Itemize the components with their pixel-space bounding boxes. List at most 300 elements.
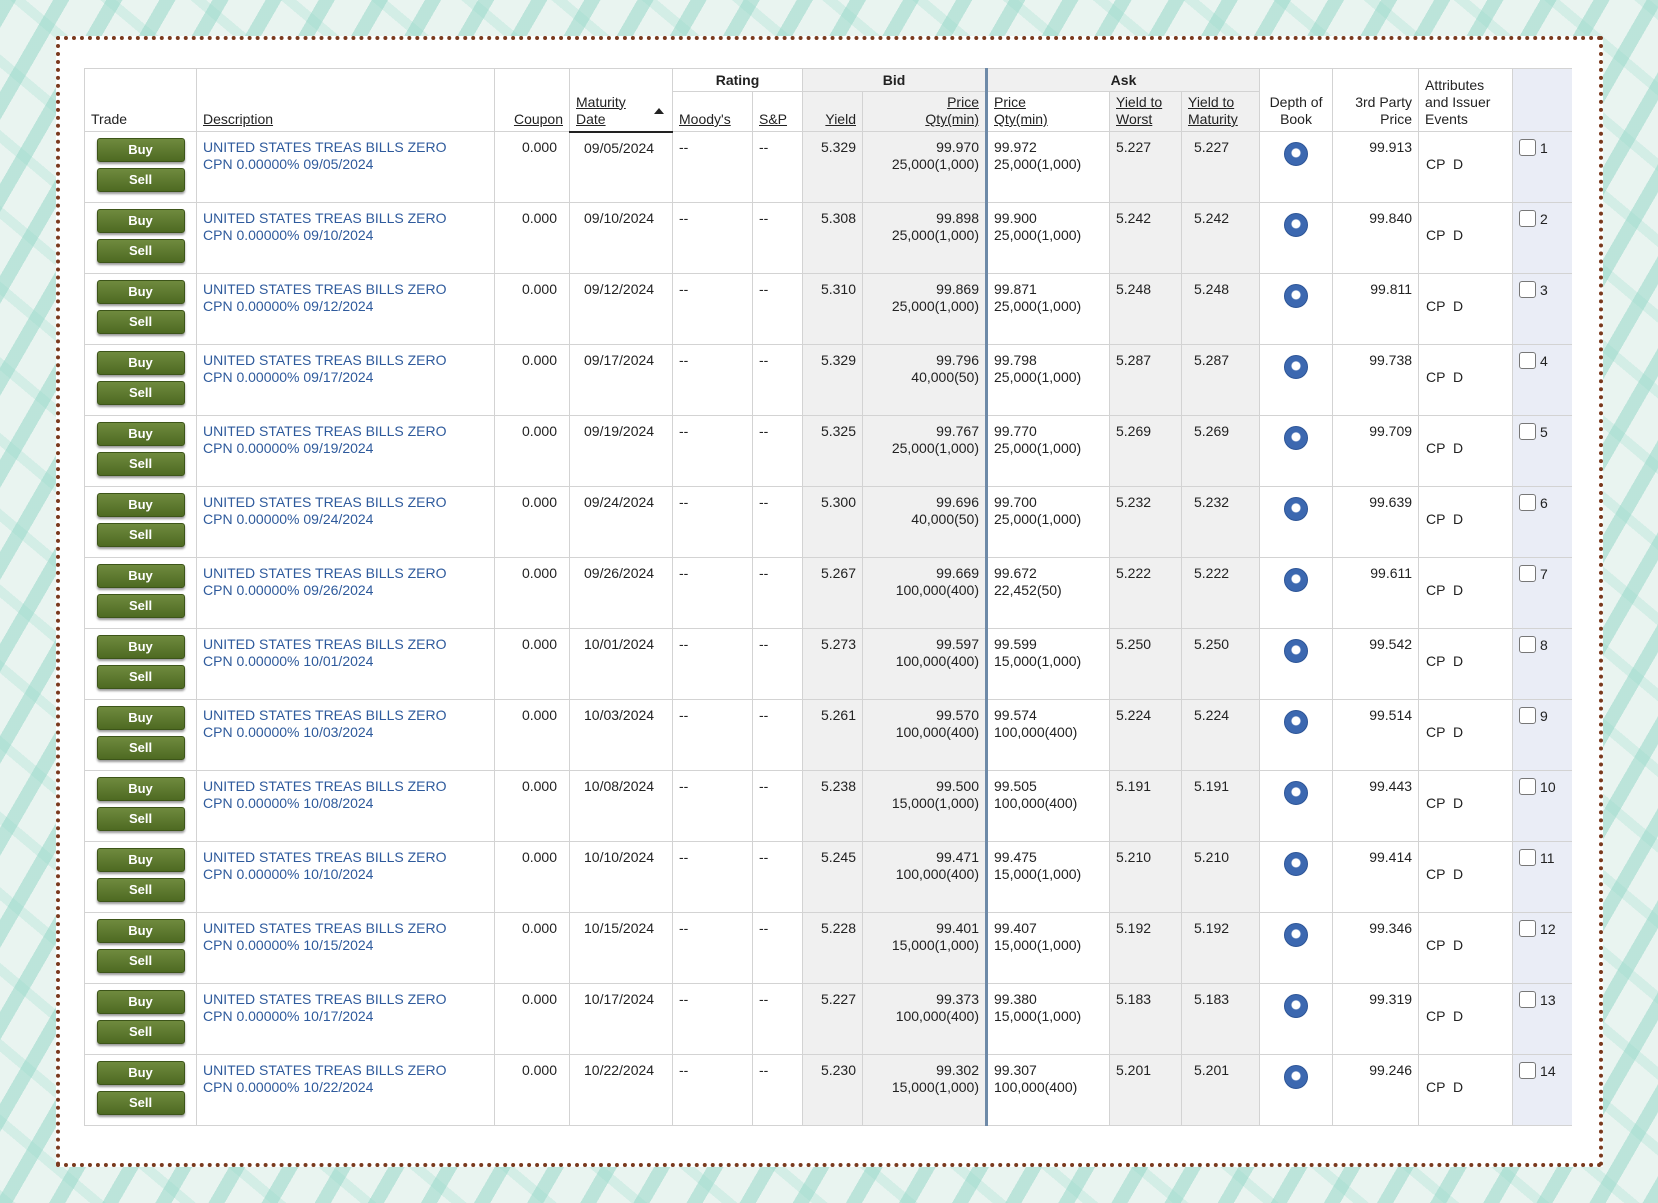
moodys-rating-cell: -- [673, 700, 753, 771]
depth-of-book-icon[interactable] [1284, 781, 1308, 805]
bond-results-table [84, 68, 1572, 1142]
sell-button[interactable]: Sell [97, 239, 185, 263]
trade-cell [85, 132, 197, 203]
ask-price-cell [987, 1055, 1110, 1126]
header-ask-price-label[interactable]: Price Qty(min) [994, 94, 1048, 127]
ask-price-cell [987, 274, 1110, 345]
description-line-2[interactable]: CPN 0.00000% 09/05/2024 [203, 156, 374, 172]
attributes-value: CP D [1426, 227, 1464, 243]
sell-button[interactable]: Sell [97, 807, 185, 831]
bond-description-link[interactable] [203, 139, 488, 173]
header-moodys-label[interactable]: Moody's [679, 111, 731, 127]
coupon-cell: 0.000 [495, 1055, 570, 1126]
yield-to-maturity-cell: 5.232 [1182, 487, 1260, 558]
bid-qty-value: 15,000(1,000) [891, 937, 979, 953]
row-select-checkbox[interactable] [1519, 210, 1536, 227]
moodys-rating-cell: -- [673, 274, 753, 345]
row-select-checkbox[interactable] [1519, 1062, 1536, 1079]
bond-description-link[interactable] [203, 1062, 488, 1096]
row-select-checkbox[interactable] [1519, 494, 1536, 511]
sell-button[interactable]: Sell [97, 949, 185, 973]
yield-to-maturity-cell: 5.201 [1182, 1055, 1260, 1126]
header-bid-yield[interactable] [803, 92, 863, 132]
attributes-value: CP D [1426, 653, 1464, 669]
trade-cell [85, 558, 197, 629]
row-number: 14 [1540, 1063, 1556, 1079]
attributes-value: CP D [1426, 369, 1464, 385]
bid-price-value: 99.570 [936, 707, 979, 723]
ask-price-cell [987, 345, 1110, 416]
attributes-value: CP D [1426, 440, 1464, 456]
header-depth-of-book: Depth of Book [1260, 69, 1333, 132]
description-line-1[interactable]: UNITED STATES TREAS BILLS ZERO [203, 778, 447, 794]
description-line-1[interactable]: UNITED STATES TREAS BILLS ZERO [203, 281, 447, 297]
yield-to-maturity-cell: 5.183 [1182, 984, 1260, 1055]
coupon-cell: 0.000 [495, 487, 570, 558]
select-cell [1513, 842, 1572, 913]
maturity-date-cell: 09/10/2024 [570, 203, 673, 274]
depth-of-book-cell [1260, 487, 1333, 558]
select-cell [1513, 558, 1572, 629]
trade-cell [85, 629, 197, 700]
buy-button[interactable]: Buy [97, 422, 185, 446]
bid-price-value: 99.869 [936, 281, 979, 297]
bid-price-cell [863, 629, 987, 700]
bid-price-cell [863, 984, 987, 1055]
header-bid-price[interactable] [863, 92, 987, 132]
bid-yield-cell: 5.227 [803, 984, 863, 1055]
bid-yield-cell: 5.300 [803, 487, 863, 558]
yield-to-maturity-cell: 5.224 [1182, 700, 1260, 771]
header-attributes: Attributes and Issuer Events [1419, 69, 1513, 132]
description-line-2[interactable]: CPN 0.00000% 10/22/2024 [203, 1079, 374, 1095]
bid-qty-value: 100,000(400) [895, 582, 979, 598]
yield-to-worst-cell: 5.222 [1110, 558, 1182, 629]
depth-of-book-icon[interactable] [1284, 497, 1308, 521]
buy-button[interactable]: Buy [97, 280, 185, 304]
table-row [85, 132, 1573, 203]
yield-to-worst-cell: 5.192 [1110, 913, 1182, 984]
ask-qty-value: 25,000(1,000) [994, 440, 1082, 456]
maturity-date-cell: 09/26/2024 [570, 558, 673, 629]
ask-price-cell [987, 700, 1110, 771]
attributes-value: CP D [1426, 1008, 1464, 1024]
header-maturity-label[interactable]: Maturity Date [576, 93, 626, 127]
coupon-cell: 0.000 [495, 132, 570, 203]
third-party-price-cell: 99.738 [1333, 345, 1419, 416]
ask-price-value: 99.900 [994, 210, 1037, 226]
yield-to-maturity-cell: 5.210 [1182, 842, 1260, 913]
trade-cell [85, 1055, 197, 1126]
row-select-checkbox[interactable] [1519, 849, 1536, 866]
maturity-date-cell: 09/12/2024 [570, 274, 673, 345]
depth-of-book-cell [1260, 700, 1333, 771]
buy-button[interactable]: Buy [97, 990, 185, 1014]
third-party-price-cell: 99.514 [1333, 700, 1419, 771]
attributes-cell [1419, 984, 1513, 1055]
description-line-2[interactable]: CPN 0.00000% 10/17/2024 [203, 1008, 374, 1024]
row-number: 1 [1540, 140, 1548, 156]
trade-cell [85, 700, 197, 771]
description-line-1[interactable]: UNITED STATES TREAS BILLS ZERO [203, 920, 447, 936]
row-select-checkbox[interactable] [1519, 920, 1536, 937]
ask-qty-value: 22,452(50) [994, 582, 1062, 598]
coupon-cell: 0.000 [495, 771, 570, 842]
table-row [85, 345, 1573, 416]
description-line-1[interactable]: UNITED STATES TREAS BILLS ZERO [203, 494, 447, 510]
header-bid-yield-label[interactable]: Yield [825, 111, 856, 127]
buy-button[interactable]: Buy [97, 351, 185, 375]
coupon-cell: 0.000 [495, 700, 570, 771]
yield-to-maturity-cell: 5.250 [1182, 629, 1260, 700]
depth-of-book-cell [1260, 558, 1333, 629]
header-description-label[interactable]: Description [203, 111, 274, 127]
description-line-1[interactable]: UNITED STATES TREAS BILLS ZERO [203, 1062, 447, 1078]
bond-description-link[interactable] [203, 778, 488, 812]
moodys-rating-cell: -- [673, 913, 753, 984]
bond-description-link[interactable] [203, 991, 488, 1025]
depth-of-book-icon[interactable] [1284, 142, 1308, 166]
bid-yield-cell: 5.238 [803, 771, 863, 842]
sell-button[interactable]: Sell [97, 736, 185, 760]
description-line-2[interactable]: CPN 0.00000% 10/01/2024 [203, 653, 374, 669]
row-select-checkbox[interactable] [1519, 352, 1536, 369]
buy-button[interactable]: Buy [97, 138, 185, 162]
bond-description-link[interactable] [203, 423, 488, 457]
buy-button[interactable]: Buy [97, 1061, 185, 1085]
ask-price-value: 99.307 [994, 1062, 1037, 1078]
buy-button[interactable]: Buy [97, 493, 185, 517]
third-party-price-cell: 99.542 [1333, 629, 1419, 700]
attributes-cell [1419, 1055, 1513, 1126]
depth-of-book-icon[interactable] [1284, 852, 1308, 876]
bond-description-link[interactable] [203, 849, 488, 883]
header-moodys[interactable] [673, 92, 753, 132]
description-line-1[interactable]: UNITED STATES TREAS BILLS ZERO [203, 210, 447, 226]
maturity-date-cell: 09/17/2024 [570, 345, 673, 416]
description-line-1[interactable]: UNITED STATES TREAS BILLS ZERO [203, 636, 447, 652]
bid-yield-cell: 5.228 [803, 913, 863, 984]
sell-button[interactable]: Sell [97, 310, 185, 334]
description-line-2[interactable]: CPN 0.00000% 09/19/2024 [203, 440, 374, 456]
bid-price-cell [863, 416, 987, 487]
description-cell [197, 416, 495, 487]
description-line-2[interactable]: CPN 0.00000% 09/12/2024 [203, 298, 374, 314]
row-select-checkbox[interactable] [1519, 139, 1536, 156]
sp-rating-cell: -- [753, 913, 803, 984]
sp-rating-cell: -- [753, 984, 803, 1055]
bid-qty-value: 25,000(1,000) [891, 298, 979, 314]
description-line-1[interactable]: UNITED STATES TREAS BILLS ZERO [203, 849, 447, 865]
sell-button[interactable]: Sell [97, 1091, 185, 1115]
buy-button[interactable]: Buy [97, 209, 185, 233]
bid-yield-cell: 5.308 [803, 203, 863, 274]
bid-price-value: 99.767 [936, 423, 979, 439]
bid-price-value: 99.302 [936, 1062, 979, 1078]
maturity-date-cell: 09/19/2024 [570, 416, 673, 487]
sell-button[interactable]: Sell [97, 168, 185, 192]
description-cell [197, 487, 495, 558]
trade-cell [85, 913, 197, 984]
bid-price-cell [863, 700, 987, 771]
buy-button[interactable]: Buy [97, 919, 185, 943]
third-party-price-cell: 99.443 [1333, 771, 1419, 842]
bid-price-value: 99.373 [936, 991, 979, 1007]
buy-button[interactable]: Buy [97, 777, 185, 801]
bid-price-cell [863, 487, 987, 558]
ask-qty-value: 100,000(400) [994, 795, 1078, 811]
description-line-2[interactable]: CPN 0.00000% 10/10/2024 [203, 866, 374, 882]
coupon-cell: 0.000 [495, 416, 570, 487]
attributes-cell [1419, 842, 1513, 913]
buy-button[interactable]: Buy [97, 706, 185, 730]
row-select-checkbox[interactable] [1519, 707, 1536, 724]
moodys-rating-cell: -- [673, 416, 753, 487]
description-line-2[interactable]: CPN 0.00000% 10/15/2024 [203, 937, 374, 953]
attributes-cell [1419, 416, 1513, 487]
ask-price-value: 99.407 [994, 920, 1037, 936]
depth-of-book-icon[interactable] [1284, 710, 1308, 734]
buy-button[interactable]: Buy [97, 635, 185, 659]
maturity-date-cell: 10/03/2024 [570, 700, 673, 771]
row-select-checkbox[interactable] [1519, 281, 1536, 298]
table-row [85, 558, 1573, 629]
select-cell [1513, 700, 1572, 771]
yield-to-maturity-cell: 5.222 [1182, 558, 1260, 629]
sp-rating-cell: -- [753, 132, 803, 203]
sell-button[interactable]: Sell [97, 523, 185, 547]
ask-price-value: 99.798 [994, 352, 1037, 368]
results-body [85, 132, 1573, 1126]
row-select-checkbox[interactable] [1519, 991, 1536, 1008]
attributes-value: CP D [1426, 866, 1464, 882]
bid-qty-value: 40,000(50) [911, 511, 979, 527]
description-line-1[interactable]: UNITED STATES TREAS BILLS ZERO [203, 139, 447, 155]
bid-yield-cell: 5.267 [803, 558, 863, 629]
third-party-price-cell: 99.611 [1333, 558, 1419, 629]
bond-description-link[interactable] [203, 352, 488, 386]
yield-to-worst-cell: 5.183 [1110, 984, 1182, 1055]
bid-qty-value: 25,000(1,000) [891, 156, 979, 172]
attributes-cell [1419, 771, 1513, 842]
description-line-1[interactable]: UNITED STATES TREAS BILLS ZERO [203, 707, 447, 723]
header-maturity-date[interactable] [570, 69, 673, 132]
description-line-2[interactable]: CPN 0.00000% 09/26/2024 [203, 582, 374, 598]
moodys-rating-cell: -- [673, 558, 753, 629]
bid-price-value: 99.696 [936, 494, 979, 510]
table-row [85, 203, 1573, 274]
depth-of-book-icon[interactable] [1284, 1065, 1308, 1089]
ask-price-cell [987, 913, 1110, 984]
trade-cell [85, 487, 197, 558]
depth-of-book-cell [1260, 771, 1333, 842]
yield-to-maturity-cell: 5.248 [1182, 274, 1260, 345]
sell-button[interactable]: Sell [97, 594, 185, 618]
description-line-1[interactable]: UNITED STATES TREAS BILLS ZERO [203, 565, 447, 581]
attributes-cell [1419, 132, 1513, 203]
buy-button[interactable]: Buy [97, 848, 185, 872]
coupon-cell: 0.000 [495, 913, 570, 984]
third-party-price-cell: 99.346 [1333, 913, 1419, 984]
row-select-checkbox[interactable] [1519, 636, 1536, 653]
depth-of-book-icon[interactable] [1284, 994, 1308, 1018]
yield-to-worst-cell: 5.227 [1110, 132, 1182, 203]
table-row [85, 984, 1573, 1055]
header-description[interactable] [197, 69, 495, 132]
depth-of-book-icon[interactable] [1284, 568, 1308, 592]
description-line-2[interactable]: CPN 0.00000% 09/24/2024 [203, 511, 374, 527]
header-trade: Trade [85, 69, 197, 132]
row-select-checkbox[interactable] [1519, 565, 1536, 582]
description-line-1[interactable]: UNITED STATES TREAS BILLS ZERO [203, 991, 447, 1007]
third-party-price-cell: 99.639 [1333, 487, 1419, 558]
row-number: 6 [1540, 495, 1548, 511]
ask-qty-value: 15,000(1,000) [994, 866, 1082, 882]
select-cell [1513, 203, 1572, 274]
ask-qty-value: 25,000(1,000) [994, 298, 1082, 314]
depth-of-book-icon[interactable] [1284, 284, 1308, 308]
description-line-2[interactable]: CPN 0.00000% 10/08/2024 [203, 795, 374, 811]
ask-price-value: 99.380 [994, 991, 1037, 1007]
yield-to-worst-cell: 5.250 [1110, 629, 1182, 700]
bond-description-link[interactable] [203, 636, 488, 670]
select-cell [1513, 629, 1572, 700]
ask-price-cell [987, 558, 1110, 629]
header-sp[interactable] [753, 92, 803, 132]
description-line-2[interactable]: CPN 0.00000% 10/03/2024 [203, 724, 374, 740]
ask-qty-value: 15,000(1,000) [994, 653, 1082, 669]
moodys-rating-cell: -- [673, 1055, 753, 1126]
bid-price-value: 99.970 [936, 139, 979, 155]
sp-rating-cell: -- [753, 416, 803, 487]
description-cell [197, 771, 495, 842]
third-party-price-cell: 99.840 [1333, 203, 1419, 274]
table-row [85, 274, 1573, 345]
coupon-cell: 0.000 [495, 345, 570, 416]
moodys-rating-cell: -- [673, 345, 753, 416]
bid-price-value: 99.796 [936, 352, 979, 368]
depth-of-book-icon[interactable] [1284, 639, 1308, 663]
depth-of-book-icon[interactable] [1284, 923, 1308, 947]
yield-to-worst-cell: 5.242 [1110, 203, 1182, 274]
sell-button[interactable]: Sell [97, 665, 185, 689]
header-coupon[interactable] [495, 69, 570, 132]
attributes-value: CP D [1426, 511, 1464, 527]
yield-to-maturity-cell: 5.242 [1182, 203, 1260, 274]
sell-button[interactable]: Sell [97, 878, 185, 902]
bond-description-link[interactable] [203, 920, 488, 954]
attributes-value: CP D [1426, 795, 1464, 811]
maturity-date-cell: 09/05/2024 [570, 132, 673, 203]
header-group-ask: Ask [987, 69, 1260, 92]
sp-rating-cell: -- [753, 700, 803, 771]
row-select-checkbox[interactable] [1519, 423, 1536, 440]
yield-to-maturity-cell: 5.269 [1182, 416, 1260, 487]
sp-rating-cell: -- [753, 558, 803, 629]
header-ytm-label[interactable]: Yield to Maturity [1188, 94, 1238, 127]
header-yield-to-maturity[interactable] [1182, 92, 1260, 132]
description-cell [197, 132, 495, 203]
yield-to-maturity-cell: 5.227 [1182, 132, 1260, 203]
third-party-price-cell: 99.246 [1333, 1055, 1419, 1126]
third-party-price-cell: 99.319 [1333, 984, 1419, 1055]
coupon-cell: 0.000 [495, 842, 570, 913]
description-line-1[interactable]: UNITED STATES TREAS BILLS ZERO [203, 352, 447, 368]
table-row [85, 771, 1573, 842]
coupon-cell: 0.000 [495, 203, 570, 274]
header-coupon-label[interactable]: Coupon [513, 111, 563, 127]
bid-qty-value: 25,000(1,000) [891, 227, 979, 243]
bond-description-link[interactable] [203, 565, 488, 599]
description-line-2[interactable]: CPN 0.00000% 09/10/2024 [203, 227, 374, 243]
sell-button[interactable]: Sell [97, 1020, 185, 1044]
buy-button[interactable]: Buy [97, 564, 185, 588]
ask-price-cell [987, 487, 1110, 558]
sell-button[interactable]: Sell [97, 452, 185, 476]
ask-price-cell [987, 771, 1110, 842]
header-ytw-label[interactable]: Yield to Worst [1116, 94, 1163, 127]
header-bid-price-label[interactable]: Price Qty(min) [925, 94, 979, 127]
yield-to-worst-cell: 5.201 [1110, 1055, 1182, 1126]
depth-of-book-icon[interactable] [1284, 426, 1308, 450]
bid-yield-cell: 5.230 [803, 1055, 863, 1126]
header-sp-label[interactable]: S&P [759, 111, 788, 127]
ask-price-value: 99.700 [994, 494, 1037, 510]
description-line-2[interactable]: CPN 0.00000% 09/17/2024 [203, 369, 374, 385]
bond-description-link[interactable] [203, 281, 488, 315]
bond-description-link[interactable] [203, 707, 488, 741]
depth-of-book-icon[interactable] [1284, 355, 1308, 379]
select-cell [1513, 416, 1572, 487]
attributes-cell [1419, 629, 1513, 700]
header-yield-to-worst[interactable] [1110, 92, 1182, 132]
attributes-cell [1419, 558, 1513, 629]
bid-price-cell [863, 1055, 987, 1126]
row-number: 5 [1540, 424, 1548, 440]
attributes-cell [1419, 700, 1513, 771]
third-party-price-cell: 99.709 [1333, 416, 1419, 487]
bond-description-link[interactable] [203, 494, 488, 528]
header-ask-price[interactable] [987, 92, 1110, 132]
header-select-column [1513, 69, 1572, 132]
depth-of-book-cell [1260, 984, 1333, 1055]
attributes-cell [1419, 487, 1513, 558]
bond-description-link[interactable] [203, 210, 488, 244]
bid-qty-value: 25,000(1,000) [891, 440, 979, 456]
select-cell [1513, 345, 1572, 416]
moodys-rating-cell: -- [673, 132, 753, 203]
row-number: 4 [1540, 353, 1548, 369]
results-grid [84, 68, 1572, 1126]
yield-to-maturity-cell: 5.191 [1182, 771, 1260, 842]
third-party-price-cell: 99.913 [1333, 132, 1419, 203]
row-select-checkbox[interactable] [1519, 778, 1536, 795]
sell-button[interactable]: Sell [97, 381, 185, 405]
header-group-bid: Bid [803, 69, 987, 92]
description-cell [197, 913, 495, 984]
trade-cell [85, 345, 197, 416]
bid-yield-cell: 5.245 [803, 842, 863, 913]
ask-price-value: 99.574 [994, 707, 1037, 723]
third-party-price-cell: 99.414 [1333, 842, 1419, 913]
description-line-1[interactable]: UNITED STATES TREAS BILLS ZERO [203, 423, 447, 439]
depth-of-book-cell [1260, 203, 1333, 274]
maturity-date-cell: 10/10/2024 [570, 842, 673, 913]
depth-of-book-icon[interactable] [1284, 213, 1308, 237]
description-cell [197, 558, 495, 629]
depth-of-book-cell [1260, 842, 1333, 913]
bid-yield-cell: 5.325 [803, 416, 863, 487]
